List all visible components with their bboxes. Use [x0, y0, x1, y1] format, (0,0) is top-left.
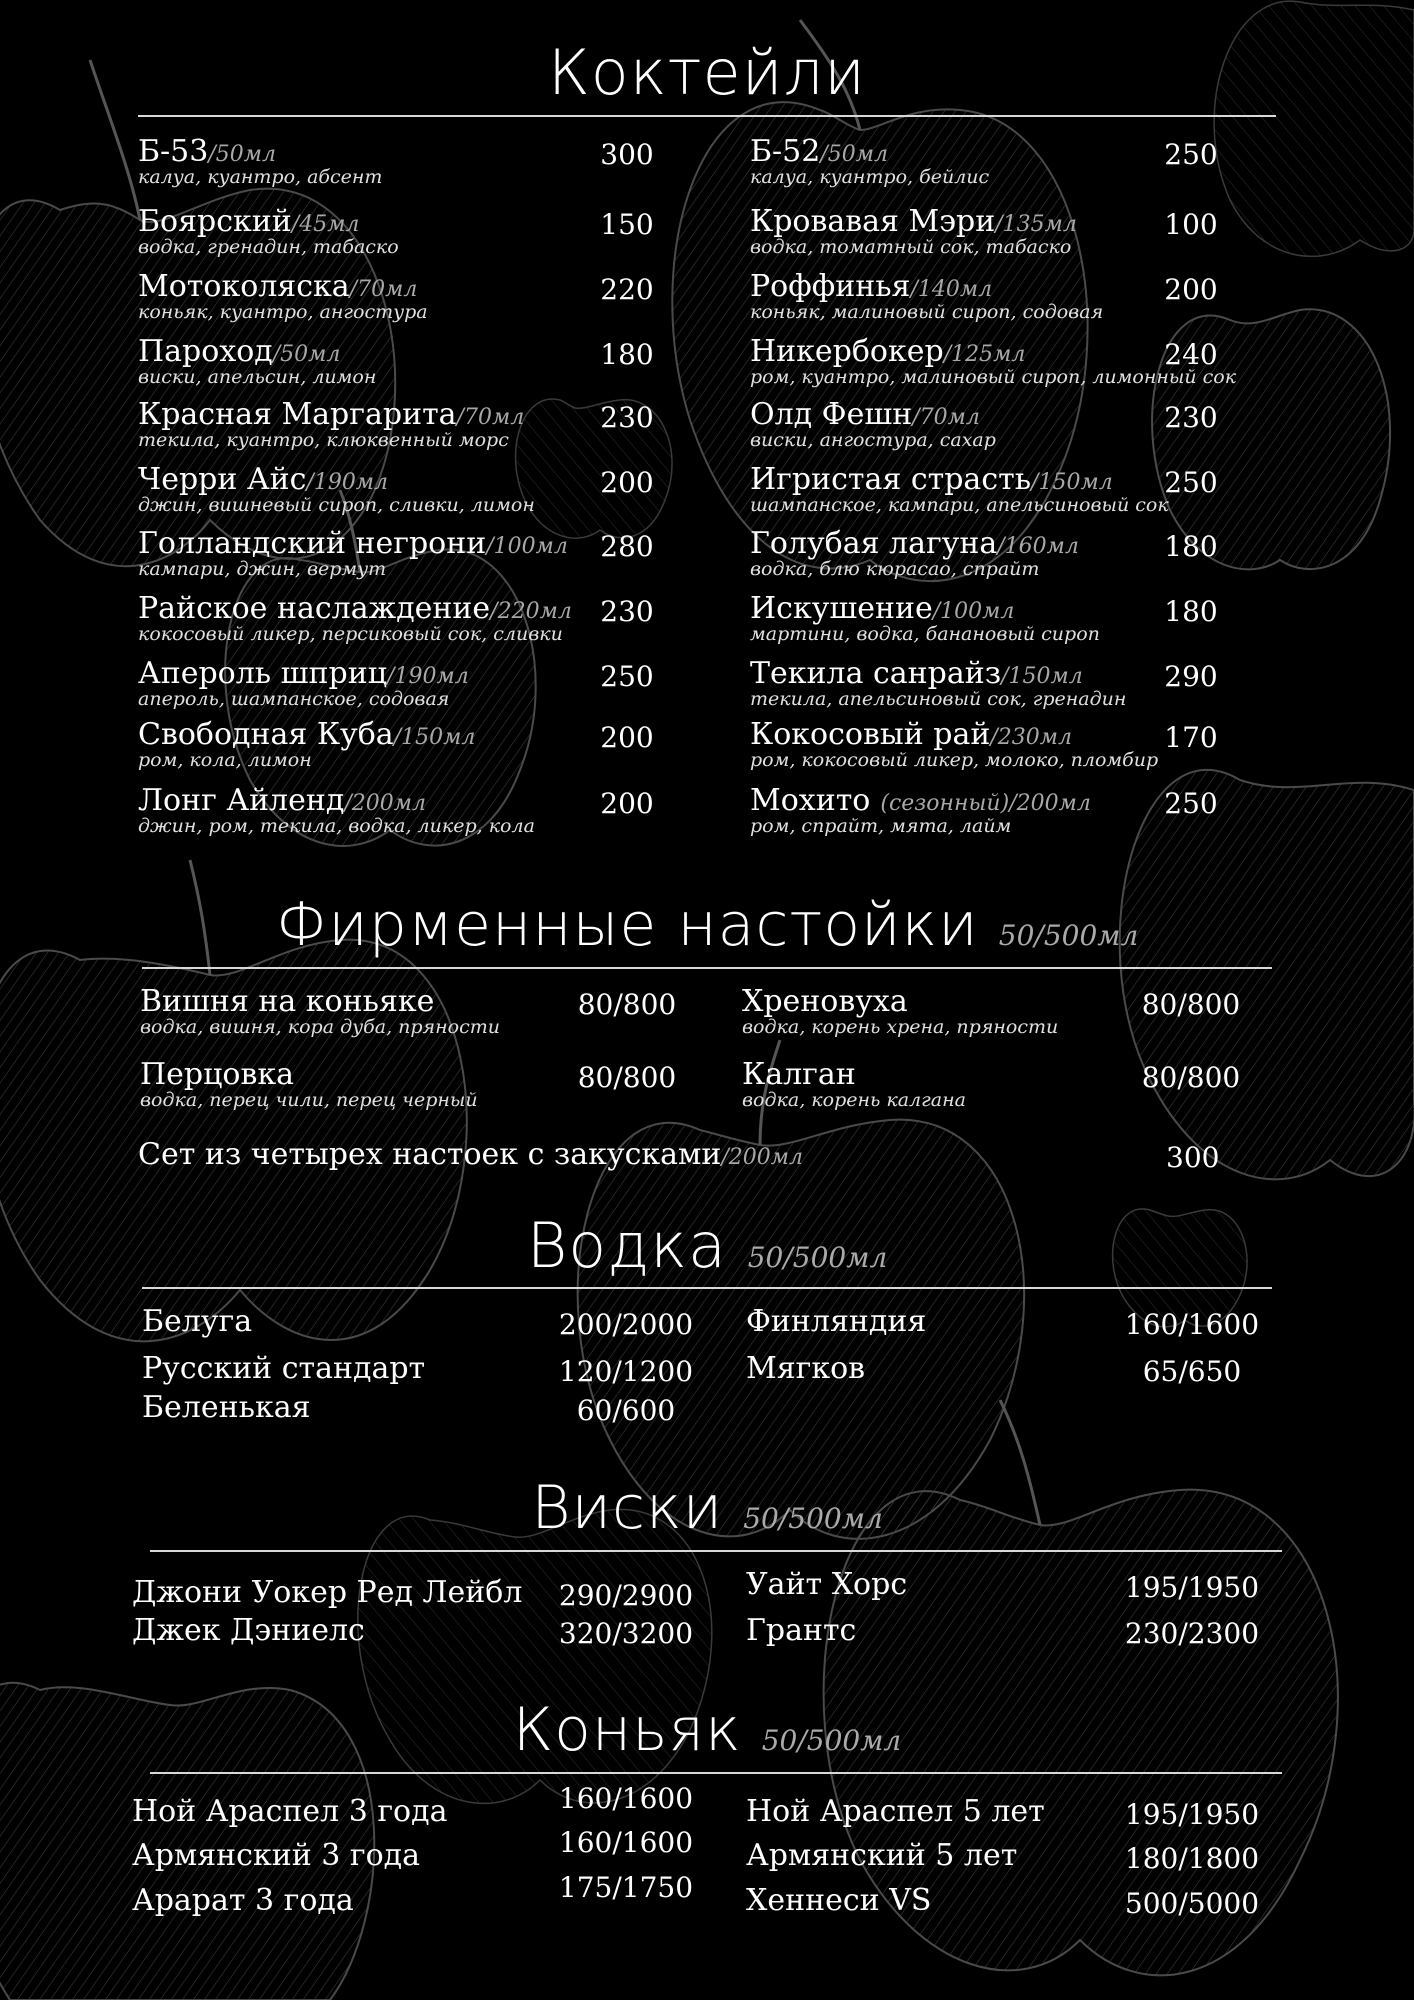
item-volume: /140мл [910, 277, 993, 302]
item-price: 230 [1164, 401, 1218, 434]
item-name-text: Ной Араспел 3 года [132, 1794, 448, 1829]
item-description: водка, корень хрена, пряности [742, 1016, 1059, 1038]
item-name-text: Игристая страсть [750, 462, 1032, 497]
item-name-text: Апероль шприц [138, 656, 388, 691]
item-name-text: Черри Айс [138, 462, 307, 497]
item-name-text: Искушение [750, 591, 933, 626]
item-name-text: Белуга [142, 1304, 253, 1339]
item-name-text: Вишня на коньяке [140, 984, 435, 1019]
item-name [142, 1390, 311, 1425]
item-name-text: Ной Араспел 5 лет [746, 1794, 1045, 1829]
item-volume: /200мл [1009, 791, 1091, 816]
vodka-volume: 50/500мл [747, 1241, 888, 1274]
item-price: 80/800 [577, 988, 677, 1021]
item-volume: /190мл [306, 470, 389, 495]
item-price: 195/1950 [1124, 1798, 1260, 1831]
item-price: 220 [600, 273, 654, 306]
whisky-title: Виски [531, 1473, 724, 1543]
item-name [750, 269, 993, 304]
item-name-text: Джони Уокер Ред Лейбл [132, 1575, 523, 1610]
item-name [138, 134, 277, 169]
item-name-text: Грантс [746, 1613, 857, 1648]
item-price: 180/1800 [1124, 1842, 1260, 1875]
item-description: коньяк, малиновый сироп, содовая [750, 301, 1104, 323]
item-volume: /70мл [912, 405, 980, 430]
item-name [132, 1613, 365, 1648]
item-description: виски, ангостура, сахар [750, 429, 996, 451]
item-name [142, 1351, 426, 1386]
item-name-text: Русский стандарт [142, 1351, 426, 1386]
item-name-text: Голландский негрони [138, 526, 487, 561]
item-price: 250 [1164, 466, 1218, 499]
section-title-vodka [0, 1209, 1414, 1282]
item-price: 290 [1164, 660, 1218, 693]
item-name [746, 1883, 932, 1918]
item-price: 160/1600 [1124, 1308, 1260, 1341]
item-description: текила, куантро, клюквенный морс [138, 429, 509, 451]
nastoyki-volume: 50/500мл [998, 919, 1139, 952]
item-name-text: Лонг Айленд [138, 783, 345, 818]
item-name-text: Беленькая [142, 1390, 311, 1425]
item-name [140, 1057, 294, 1092]
item-name [138, 334, 341, 369]
item-price: 300 [600, 138, 654, 171]
item-name [746, 1351, 866, 1386]
item-name-text: Перцовка [140, 1057, 294, 1092]
item-name [138, 783, 426, 818]
item-name [746, 1304, 927, 1339]
item-name [750, 397, 980, 432]
item-name [132, 1794, 448, 1829]
item-name-text: Никербокер [750, 334, 944, 369]
item-name-text: Калган [742, 1057, 856, 1092]
item-description: водка, перец чили, перец черный [140, 1089, 478, 1111]
item-price: 250 [1164, 138, 1218, 171]
item-price: 250 [600, 660, 654, 693]
item-volume: /200мл [344, 791, 426, 816]
item-price: 175/1750 [558, 1871, 694, 1904]
item-price: 65/650 [1142, 1355, 1242, 1388]
section-title-nastoyki [0, 890, 1414, 960]
item-name-text: Джек Дэниелс [132, 1613, 365, 1648]
item-price: 80/800 [1141, 988, 1241, 1021]
item-price: 100 [1164, 208, 1218, 241]
item-name [138, 462, 389, 497]
item-name-text: Финляндия [746, 1304, 927, 1339]
item-name [138, 269, 418, 304]
item-name [138, 717, 476, 752]
item-name [746, 1613, 857, 1648]
item-description: кампари, джин, вермут [138, 558, 387, 580]
item-name-text: Уайт Хорс [746, 1567, 908, 1602]
item-price: 160/1600 [558, 1782, 694, 1815]
item-name [138, 204, 360, 239]
item-price: 170 [1164, 721, 1218, 754]
item-name [138, 591, 572, 626]
cocktails-title: Коктейли [548, 36, 866, 109]
item-price: 200 [600, 787, 654, 820]
item-price: 320/3200 [558, 1617, 694, 1650]
item-name [132, 1575, 523, 1610]
set-name: Сет из четырех настоек с закусками [138, 1137, 722, 1172]
item-volume: /135мл [995, 212, 1077, 237]
item-description: водка, томатный сок, табаско [750, 236, 1072, 258]
item-season: (сезонный) [880, 791, 1010, 816]
item-price: 250 [1164, 787, 1218, 820]
item-price: 200 [1164, 273, 1218, 306]
item-name-text: Красная Маргарита [138, 397, 457, 432]
cognac-title: Коньяк [512, 1695, 742, 1765]
item-price: 160/1600 [558, 1826, 694, 1859]
item-volume: /150мл [1031, 470, 1113, 495]
section-divider [142, 1287, 1272, 1289]
item-description: джин, вишневый сироп, сливки, лимон [138, 494, 535, 516]
item-price: 80/800 [577, 1061, 677, 1094]
item-description: водка, гренадин, табаско [138, 236, 399, 258]
section-divider [142, 967, 1272, 969]
item-volume: /150мл [1001, 664, 1083, 689]
item-name [140, 984, 435, 1019]
item-name [750, 334, 1026, 369]
item-name [142, 1304, 253, 1339]
section-title-cognac [0, 1695, 1414, 1765]
item-name-text: Роффинья [750, 269, 911, 304]
item-name [750, 656, 1083, 691]
item-volume: /70мл [456, 405, 525, 430]
item-name [132, 1838, 421, 1873]
item-price: 195/1950 [1124, 1571, 1260, 1604]
item-name [750, 717, 1072, 752]
item-name-text: Кровавая Мэри [750, 204, 996, 239]
item-name-text: Мягков [746, 1351, 866, 1386]
item-price: 180 [1164, 595, 1218, 628]
item-volume: /190мл [387, 664, 469, 689]
cognac-volume: 50/500мл [761, 1724, 902, 1757]
item-name [742, 1057, 856, 1092]
item-description: кокосовый ликер, персиковый сок, сливки [138, 623, 563, 645]
vodka-title: Водка [526, 1209, 728, 1282]
item-volume: /100мл [486, 534, 568, 559]
item-description: водка, блю кюрасао, спрайт [750, 558, 1040, 580]
item-name [746, 1838, 1018, 1873]
item-name-text: Кокосовый рай [750, 717, 991, 752]
item-volume: /50мл [820, 142, 889, 167]
item-name [750, 134, 889, 169]
item-description: ром, кокосовый ликер, молоко, пломбир [750, 749, 1159, 771]
item-volume: /230мл [990, 725, 1072, 750]
item-description: мартини, водка, банановый сироп [750, 623, 1100, 645]
item-description: калуа, куантро, абсент [138, 166, 383, 188]
item-price: 230 [600, 401, 654, 434]
item-volume: /100мл [932, 599, 1015, 624]
item-name [746, 1794, 1045, 1829]
item-price: 80/800 [1141, 1061, 1241, 1094]
section-divider [150, 1550, 1282, 1552]
item-description: водка, вишня, кора дуба, пряности [140, 1016, 500, 1038]
section-divider [138, 115, 1276, 117]
item-volume: /220мл [490, 599, 572, 624]
item-price: 290/2900 [558, 1579, 694, 1612]
item-name-text: Пароход [138, 334, 273, 369]
item-price: 200/2000 [558, 1308, 694, 1341]
item-name-text: Мотоколяска [138, 269, 350, 304]
item-name [750, 462, 1113, 497]
item-name-text: Б-53 [138, 134, 209, 169]
item-name-text: Б-52 [750, 134, 821, 169]
nastoyki-title: Фирменные настойки [275, 890, 979, 960]
item-price: 230/2300 [1124, 1617, 1260, 1650]
whisky-volume: 50/500мл [743, 1502, 883, 1535]
item-description: коньяк, куантро, ангостура [138, 301, 428, 323]
item-name [138, 656, 469, 691]
item-price: 180 [600, 338, 654, 371]
item-name-text: Райское наслаждение [138, 591, 491, 626]
item-price: 230 [600, 595, 654, 628]
item-volume: /160мл [997, 534, 1079, 559]
item-description: ром, куантро, малиновый сироп, лимонный сок [750, 366, 1237, 388]
item-price: 500/5000 [1124, 1887, 1260, 1920]
item-name [742, 984, 908, 1019]
item-name [750, 204, 1077, 239]
item-name-text: Хреновуха [742, 984, 908, 1019]
item-name-text: Голубая лагуна [750, 526, 998, 561]
item-name [746, 1567, 908, 1602]
item-price: 200 [600, 721, 654, 754]
item-volume: /50мл [272, 342, 341, 367]
item-name [138, 397, 525, 432]
item-name [138, 526, 568, 561]
item-price: 60/600 [576, 1394, 676, 1427]
item-name [750, 526, 1079, 561]
item-name-text: Хеннеси VS [746, 1883, 932, 1918]
item-description: калуа, куантро, бейлис [750, 166, 990, 188]
item-name-text: Армянский 3 года [132, 1838, 421, 1873]
item-description: ром, спрайт, мята, лайм [750, 815, 1012, 837]
item-volume: /50мл [208, 142, 277, 167]
item-price: 280 [600, 530, 654, 563]
item-description: виски, апельсин, лимон [138, 366, 377, 388]
item-name-text: Арарат 3 года [132, 1883, 354, 1918]
item-name-text: Боярский [138, 204, 292, 239]
item-price: 150 [600, 208, 654, 241]
item-description: шампанское, кампари, апельсиновый сок [750, 494, 1169, 516]
item-price: 180 [1164, 530, 1218, 563]
item-price: 200 [600, 466, 654, 499]
item-description: текила, апельсиновый сок, гренадин [750, 688, 1127, 710]
item-name [750, 783, 1091, 818]
set-volume: /200мл [721, 1145, 804, 1170]
section-divider [150, 1772, 1282, 1774]
item-price: 120/1200 [558, 1355, 694, 1388]
item-name [138, 1137, 804, 1172]
item-volume: /70мл [349, 277, 418, 302]
item-volume: /45мл [291, 212, 360, 237]
item-price: 240 [1164, 338, 1218, 371]
item-name-text: Олд Фешн [750, 397, 913, 432]
item-name [132, 1883, 354, 1918]
item-description: джин, ром, текила, водка, ликер, кола [138, 815, 535, 837]
item-name [750, 591, 1015, 626]
item-name-text: Свободная Куба [138, 717, 394, 752]
item-name-text: Армянский 5 лет [746, 1838, 1018, 1873]
section-title-whisky [0, 1473, 1414, 1543]
item-volume: /125мл [943, 342, 1026, 367]
item-volume: /150мл [393, 725, 476, 750]
item-description: апероль, шампанское, содовая [138, 688, 450, 710]
section-title-cocktails [0, 36, 1414, 109]
item-name-text: Текила санрайз [750, 656, 1002, 691]
set-price: 300 [1166, 1141, 1220, 1174]
item-name-text: Мохито [750, 783, 871, 818]
item-description: ром, кола, лимон [138, 749, 312, 771]
item-description: водка, корень калгана [742, 1089, 966, 1111]
